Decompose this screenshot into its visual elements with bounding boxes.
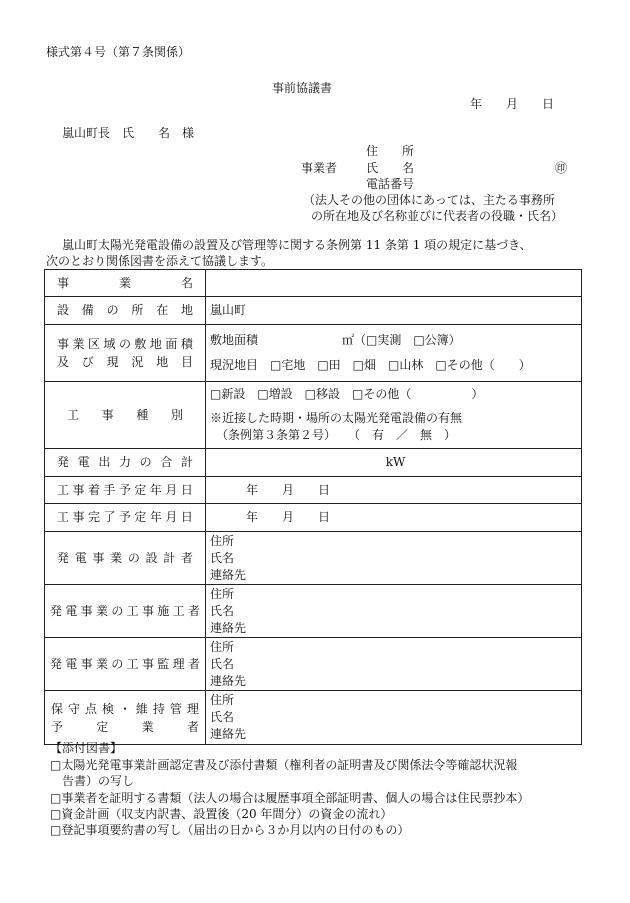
attachments-heading: 【添付図書】 xyxy=(50,741,123,755)
supervisor-label: 発 電 事 業 の 工 事 監 理 者 xyxy=(50,656,200,671)
contractor-name-field[interactable]: 氏名 xyxy=(210,603,235,618)
maintenance-address-field[interactable]: 住所 xyxy=(210,693,235,707)
row-output xyxy=(45,449,582,477)
supervisor-address-field[interactable]: 住所 xyxy=(210,639,235,654)
note-line-2: の所在地及び名称並びに代表者の役職・氏名） xyxy=(311,209,564,223)
maintenance-name-field[interactable]: 氏名 xyxy=(210,710,235,724)
project-name-field[interactable] xyxy=(206,270,582,297)
addressee: 嵐山町長 氏 名 様 xyxy=(62,126,195,140)
nearby-facility-note: ※近接した時期・場所の太陽光発電設備の有無 xyxy=(210,411,463,425)
output-label: 発 電 出 力 の 合 計 xyxy=(57,455,193,469)
contractor-contact-field[interactable]: 連絡先 xyxy=(210,620,247,635)
designer-address-field[interactable]: 住所 xyxy=(210,533,235,548)
row-location xyxy=(45,297,582,325)
operator-label: 事業者 xyxy=(301,161,338,175)
maintenance-label: 保 守 点 検 ・ 維 持 管 理 予 定 業 者 xyxy=(51,701,199,734)
construction-type-label: 工 事 種 別 xyxy=(67,407,183,422)
intro-line-2: 次のとおり関係図書を添えて協議します。 xyxy=(46,254,274,268)
row-start-date xyxy=(45,477,582,504)
contractor-address-field[interactable]: 住所 xyxy=(210,586,235,601)
designer-contact-field[interactable]: 連絡先 xyxy=(210,567,247,582)
start-date-field[interactable]: 年 月 日 xyxy=(206,477,582,504)
row-designer xyxy=(45,532,582,585)
consultation-table xyxy=(44,269,582,745)
location-field[interactable]: 嵐山町 xyxy=(206,297,582,325)
attachment-item-1-cont: 告書）の写し xyxy=(50,774,135,788)
row-project-name xyxy=(45,270,582,297)
attachment-item-3[interactable]: □資金計画（収支内訳書、設置後（20 年間分）の資金の流れ） xyxy=(50,807,393,821)
designer-label: 発 電 事 業 の 設 計 者 xyxy=(57,550,193,565)
attachment-item-4[interactable]: □登記事項要約書の写し（届出の日から３か月以内の日付のもの） xyxy=(50,823,410,837)
row-construction-type xyxy=(45,382,582,449)
nearby-facility-options[interactable]: （条例第３条第２号） （ 有 ／ 無 ） xyxy=(210,428,457,442)
intro-line-1: 嵐山町太陽光発電設備の設置及び管理等に関する条例第 11 条第 1 項の規定に基づき、 xyxy=(62,238,532,252)
address-label: 住 所 xyxy=(366,144,415,158)
form-number: 様式第４号（第７条関係） xyxy=(46,45,191,59)
row-site-area xyxy=(45,325,582,382)
name-label: 氏 名 xyxy=(366,161,415,175)
start-date-label: 工 事 着 手 予 定 年 月 日 xyxy=(57,482,193,497)
end-date-label: 工 事 完 了 予 定 年 月 日 xyxy=(57,510,193,524)
attachment-item-1[interactable]: □太陽光発電事業計画認定書及び添付書類（権利者の証明書及び関係法令等確認状況報 xyxy=(50,758,518,772)
phone-label: 電話番号 xyxy=(366,177,415,191)
supervisor-contact-field[interactable]: 連絡先 xyxy=(210,673,247,688)
site-area-label: 事 業 区 域 の 敷 地 面 積 及 び 現 況 地 目 xyxy=(57,337,193,369)
site-area-field[interactable]: 敷地面積 ㎡（□実測 □公簿） xyxy=(210,333,461,347)
row-contractor xyxy=(45,585,582,638)
project-name-label: 事 業 名 xyxy=(57,275,193,290)
construction-type-options[interactable]: □新設 □増設 □移設 □その他（ ） xyxy=(210,387,484,401)
end-date-field[interactable]: 年 月 日 xyxy=(206,504,582,532)
designer-name-field[interactable]: 氏名 xyxy=(210,550,235,565)
location-label: 設 備 の 所 在 地 xyxy=(57,303,193,317)
document-title: 事前協議書 xyxy=(272,81,333,95)
row-supervisor xyxy=(45,638,582,691)
note-line-1: （法人その他の団体にあっては、主たる事務所 xyxy=(303,193,555,207)
attachment-item-2[interactable]: □事業者を証明する書類（法人の場合は履歴事項全部証明書、個人の場合は住民票抄本） xyxy=(50,791,530,805)
land-category-options[interactable]: 現況地目 □宅地 □田 □畑 □山林 □その他（ ） xyxy=(210,358,531,372)
contractor-label: 発 電 事 業 の 工 事 施 工 者 xyxy=(50,603,200,618)
seal-mark: ㊞ xyxy=(555,161,568,175)
date-line: 年 月 日 xyxy=(470,97,555,111)
maintenance-contact-field[interactable]: 連絡先 xyxy=(210,727,247,741)
supervisor-name-field[interactable]: 氏名 xyxy=(210,656,235,671)
output-field[interactable]: kW xyxy=(206,449,582,477)
row-maintenance xyxy=(45,691,582,745)
row-end-date xyxy=(45,504,582,532)
